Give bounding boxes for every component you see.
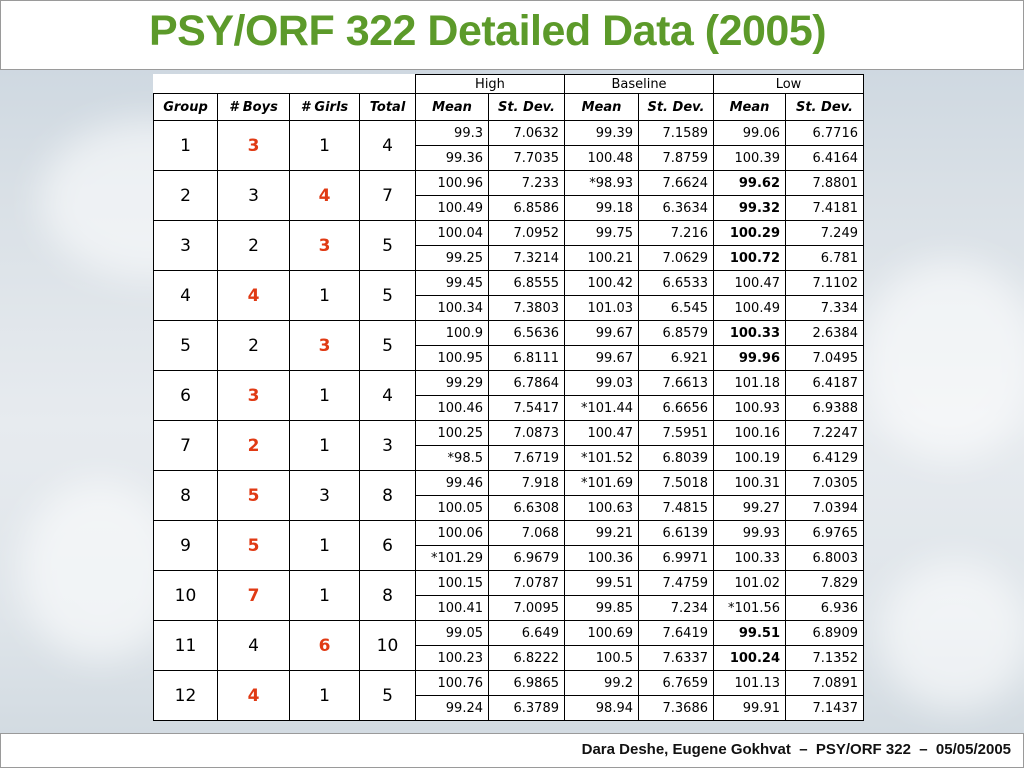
- boys-cell: 2: [218, 321, 290, 371]
- baseline-stdev-cell: 7.5951: [639, 421, 714, 446]
- table-row: [154, 121, 864, 146]
- low-stdev-cell: 6.9765: [786, 521, 864, 546]
- data-table: [153, 74, 864, 721]
- low-stdev-cell: 6.4187: [786, 371, 864, 396]
- title-bar: [0, 0, 1024, 70]
- high-mean-cell: 99.29: [416, 371, 489, 396]
- col-header-low-mean: Mean: [714, 94, 786, 121]
- girls-cell: 6: [290, 621, 360, 671]
- baseline-mean-cell: 99.67: [565, 346, 639, 371]
- group-cell: 3: [154, 221, 218, 271]
- group-header-low: Low: [714, 75, 864, 94]
- low-stdev-cell: 6.9388: [786, 396, 864, 421]
- total-cell: 5: [360, 221, 416, 271]
- high-stdev-cell: 7.0632: [489, 121, 565, 146]
- high-mean-cell: *101.29: [416, 546, 489, 571]
- baseline-mean-cell: 100.5: [565, 646, 639, 671]
- high-stdev-cell: 6.7864: [489, 371, 565, 396]
- low-stdev-cell: 6.781: [786, 246, 864, 271]
- boys-cell: 3: [218, 171, 290, 221]
- low-mean-cell: 101.13: [714, 671, 786, 696]
- girls-cell: 1: [290, 671, 360, 721]
- low-mean-cell: 99.51: [714, 621, 786, 646]
- table-row: [154, 671, 864, 696]
- high-stdev-cell: 6.8111: [489, 346, 565, 371]
- girls-cell: 1: [290, 421, 360, 471]
- boys-cell: 3: [218, 121, 290, 171]
- baseline-mean-cell: 99.39: [565, 121, 639, 146]
- baseline-mean-cell: 100.48: [565, 146, 639, 171]
- high-stdev-cell: 6.9679: [489, 546, 565, 571]
- low-stdev-cell: 7.2247: [786, 421, 864, 446]
- low-stdev-cell: 7.1437: [786, 696, 864, 721]
- high-mean-cell: 99.24: [416, 696, 489, 721]
- high-mean-cell: 99.45: [416, 271, 489, 296]
- baseline-mean-cell: 100.69: [565, 621, 639, 646]
- group-cell: 5: [154, 321, 218, 371]
- baseline-stdev-cell: 6.8579: [639, 321, 714, 346]
- baseline-stdev-cell: 7.6337: [639, 646, 714, 671]
- group-cell: 7: [154, 421, 218, 471]
- group-cell: 6: [154, 371, 218, 421]
- low-mean-cell: 100.24: [714, 646, 786, 671]
- boys-cell: 3: [218, 371, 290, 421]
- low-stdev-cell: 7.334: [786, 296, 864, 321]
- slide-title: PSY/ORF 322 Detailed Data (2005): [149, 7, 827, 55]
- col-header-baseline-stdev: St. Dev.: [639, 94, 714, 121]
- baseline-mean-cell: 101.03: [565, 296, 639, 321]
- low-mean-cell: 100.93: [714, 396, 786, 421]
- baseline-mean-cell: *101.44: [565, 396, 639, 421]
- group-cell: 10: [154, 571, 218, 621]
- low-stdev-cell: 6.7716: [786, 121, 864, 146]
- baseline-stdev-cell: 7.0629: [639, 246, 714, 271]
- baseline-stdev-cell: 7.6613: [639, 371, 714, 396]
- baseline-stdev-cell: 6.9971: [639, 546, 714, 571]
- baseline-stdev-cell: 6.921: [639, 346, 714, 371]
- low-mean-cell: 101.02: [714, 571, 786, 596]
- baseline-stdev-cell: 7.216: [639, 221, 714, 246]
- high-stdev-cell: 7.6719: [489, 446, 565, 471]
- col-header-group: Group: [154, 94, 218, 121]
- high-stdev-cell: 7.0873: [489, 421, 565, 446]
- girls-cell: 3: [290, 221, 360, 271]
- group-cell: 11: [154, 621, 218, 671]
- baseline-mean-cell: 99.51: [565, 571, 639, 596]
- total-cell: 3: [360, 421, 416, 471]
- low-stdev-cell: 6.8909: [786, 621, 864, 646]
- baseline-mean-cell: 99.03: [565, 371, 639, 396]
- high-mean-cell: 100.05: [416, 496, 489, 521]
- high-mean-cell: 99.3: [416, 121, 489, 146]
- low-stdev-cell: 7.8801: [786, 171, 864, 196]
- boys-cell: 4: [218, 621, 290, 671]
- high-stdev-cell: 6.5636: [489, 321, 565, 346]
- high-mean-cell: 100.04: [416, 221, 489, 246]
- high-stdev-cell: 6.8555: [489, 271, 565, 296]
- baseline-stdev-cell: 7.5018: [639, 471, 714, 496]
- low-mean-cell: 100.33: [714, 321, 786, 346]
- table-row: [154, 171, 864, 196]
- baseline-stdev-cell: 7.3686: [639, 696, 714, 721]
- low-stdev-cell: 7.1102: [786, 271, 864, 296]
- low-mean-cell: 100.33: [714, 546, 786, 571]
- total-cell: 6: [360, 521, 416, 571]
- low-mean-cell: 99.32: [714, 196, 786, 221]
- baseline-mean-cell: 100.42: [565, 271, 639, 296]
- high-mean-cell: 100.49: [416, 196, 489, 221]
- baseline-mean-cell: 99.75: [565, 221, 639, 246]
- high-mean-cell: 100.9: [416, 321, 489, 346]
- baseline-stdev-cell: 6.8039: [639, 446, 714, 471]
- boys-cell: 5: [218, 521, 290, 571]
- high-stdev-cell: 7.3214: [489, 246, 565, 271]
- high-stdev-cell: 7.0787: [489, 571, 565, 596]
- boys-cell: 2: [218, 421, 290, 471]
- boys-cell: 2: [218, 221, 290, 271]
- col-header-boys: # Boys: [218, 94, 290, 121]
- low-stdev-cell: 6.936: [786, 596, 864, 621]
- table-row: [154, 371, 864, 396]
- group-cell: 2: [154, 171, 218, 221]
- baseline-mean-cell: 99.67: [565, 321, 639, 346]
- girls-cell: 1: [290, 571, 360, 621]
- col-header-girls: # Girls: [290, 94, 360, 121]
- high-stdev-cell: 6.9865: [489, 671, 565, 696]
- baseline-mean-cell: 99.2: [565, 671, 639, 696]
- high-mean-cell: 99.05: [416, 621, 489, 646]
- high-stdev-cell: 7.5417: [489, 396, 565, 421]
- low-mean-cell: 99.91: [714, 696, 786, 721]
- high-mean-cell: 100.15: [416, 571, 489, 596]
- table-row: [154, 621, 864, 646]
- girls-cell: 1: [290, 521, 360, 571]
- baseline-mean-cell: 100.47: [565, 421, 639, 446]
- high-mean-cell: 100.41: [416, 596, 489, 621]
- blank-header-cell: [154, 75, 416, 94]
- col-header-high-stdev: St. Dev.: [489, 94, 565, 121]
- boys-cell: 4: [218, 671, 290, 721]
- col-header-low-stdev: St. Dev.: [786, 94, 864, 121]
- low-stdev-cell: 6.4164: [786, 146, 864, 171]
- high-mean-cell: 100.76: [416, 671, 489, 696]
- footer-text: Dara Deshe, Eugene Gokhvat – PSY/ORF 322 – 05/05/2005: [581, 741, 1011, 758]
- baseline-mean-cell: 98.94: [565, 696, 639, 721]
- total-cell: 4: [360, 121, 416, 171]
- boys-cell: 4: [218, 271, 290, 321]
- high-stdev-cell: 7.7035: [489, 146, 565, 171]
- total-cell: 8: [360, 471, 416, 521]
- total-cell: 5: [360, 271, 416, 321]
- high-mean-cell: 99.36: [416, 146, 489, 171]
- high-stdev-cell: 7.0952: [489, 221, 565, 246]
- high-stdev-cell: 7.918: [489, 471, 565, 496]
- baseline-mean-cell: 100.36: [565, 546, 639, 571]
- group-cell: 12: [154, 671, 218, 721]
- table-row: [154, 271, 864, 296]
- low-mean-cell: 99.93: [714, 521, 786, 546]
- baseline-mean-cell: 100.21: [565, 246, 639, 271]
- baseline-stdev-cell: 6.7659: [639, 671, 714, 696]
- baseline-mean-cell: 99.85: [565, 596, 639, 621]
- low-stdev-cell: 7.249: [786, 221, 864, 246]
- low-stdev-cell: 7.4181: [786, 196, 864, 221]
- low-mean-cell: 101.18: [714, 371, 786, 396]
- girls-cell: 1: [290, 371, 360, 421]
- low-stdev-cell: 7.0305: [786, 471, 864, 496]
- total-cell: 4: [360, 371, 416, 421]
- baseline-mean-cell: 100.63: [565, 496, 639, 521]
- low-mean-cell: 100.72: [714, 246, 786, 271]
- low-stdev-cell: 7.0495: [786, 346, 864, 371]
- group-cell: 1: [154, 121, 218, 171]
- high-mean-cell: 100.34: [416, 296, 489, 321]
- boys-cell: 7: [218, 571, 290, 621]
- baseline-stdev-cell: 6.6139: [639, 521, 714, 546]
- baseline-mean-cell: 99.21: [565, 521, 639, 546]
- low-mean-cell: 100.49: [714, 296, 786, 321]
- low-mean-cell: 99.96: [714, 346, 786, 371]
- total-cell: 5: [360, 321, 416, 371]
- high-mean-cell: 99.25: [416, 246, 489, 271]
- baseline-mean-cell: 99.18: [565, 196, 639, 221]
- total-cell: 7: [360, 171, 416, 221]
- high-stdev-cell: 6.6308: [489, 496, 565, 521]
- high-mean-cell: 100.95: [416, 346, 489, 371]
- baseline-mean-cell: *98.93: [565, 171, 639, 196]
- low-mean-cell: *101.56: [714, 596, 786, 621]
- girls-cell: 3: [290, 471, 360, 521]
- high-mean-cell: 100.96: [416, 171, 489, 196]
- baseline-mean-cell: *101.69: [565, 471, 639, 496]
- table-row: [154, 471, 864, 496]
- footer-bar: [0, 733, 1024, 768]
- col-header-total: Total: [360, 94, 416, 121]
- low-mean-cell: 99.27: [714, 496, 786, 521]
- baseline-stdev-cell: 7.4759: [639, 571, 714, 596]
- col-header-baseline-mean: Mean: [565, 94, 639, 121]
- high-stdev-cell: 7.3803: [489, 296, 565, 321]
- baseline-mean-cell: *101.52: [565, 446, 639, 471]
- table-row: [154, 321, 864, 346]
- low-mean-cell: 100.29: [714, 221, 786, 246]
- low-stdev-cell: 6.8003: [786, 546, 864, 571]
- high-stdev-cell: 6.649: [489, 621, 565, 646]
- low-stdev-cell: 7.1352: [786, 646, 864, 671]
- table-row: [154, 571, 864, 596]
- low-mean-cell: 100.16: [714, 421, 786, 446]
- baseline-stdev-cell: 7.1589: [639, 121, 714, 146]
- high-stdev-cell: 7.0095: [489, 596, 565, 621]
- low-stdev-cell: 2.6384: [786, 321, 864, 346]
- low-stdev-cell: 7.0394: [786, 496, 864, 521]
- girls-cell: 1: [290, 121, 360, 171]
- table-row: [154, 421, 864, 446]
- high-mean-cell: 100.46: [416, 396, 489, 421]
- baseline-stdev-cell: 6.545: [639, 296, 714, 321]
- group-header-high: High: [416, 75, 565, 94]
- table-row: [154, 521, 864, 546]
- baseline-stdev-cell: 7.4815: [639, 496, 714, 521]
- low-mean-cell: 100.39: [714, 146, 786, 171]
- high-mean-cell: 100.23: [416, 646, 489, 671]
- baseline-stdev-cell: 6.6656: [639, 396, 714, 421]
- baseline-stdev-cell: 7.234: [639, 596, 714, 621]
- low-mean-cell: 100.19: [714, 446, 786, 471]
- group-cell: 9: [154, 521, 218, 571]
- girls-cell: 1: [290, 271, 360, 321]
- low-stdev-cell: 7.829: [786, 571, 864, 596]
- baseline-stdev-cell: 7.6624: [639, 171, 714, 196]
- table-row: [154, 221, 864, 246]
- low-stdev-cell: 6.4129: [786, 446, 864, 471]
- high-stdev-cell: 6.8222: [489, 646, 565, 671]
- high-stdev-cell: 7.233: [489, 171, 565, 196]
- total-cell: 10: [360, 621, 416, 671]
- baseline-stdev-cell: 7.6419: [639, 621, 714, 646]
- total-cell: 5: [360, 671, 416, 721]
- high-stdev-cell: 6.8586: [489, 196, 565, 221]
- low-mean-cell: 100.47: [714, 271, 786, 296]
- low-mean-cell: 100.31: [714, 471, 786, 496]
- high-mean-cell: *98.5: [416, 446, 489, 471]
- high-mean-cell: 99.46: [416, 471, 489, 496]
- group-cell: 4: [154, 271, 218, 321]
- group-cell: 8: [154, 471, 218, 521]
- girls-cell: 3: [290, 321, 360, 371]
- group-header-baseline: Baseline: [565, 75, 714, 94]
- total-cell: 8: [360, 571, 416, 621]
- baseline-stdev-cell: 6.3634: [639, 196, 714, 221]
- low-mean-cell: 99.06: [714, 121, 786, 146]
- low-stdev-cell: 7.0891: [786, 671, 864, 696]
- high-stdev-cell: 6.3789: [489, 696, 565, 721]
- boys-cell: 5: [218, 471, 290, 521]
- baseline-stdev-cell: 6.6533: [639, 271, 714, 296]
- girls-cell: 4: [290, 171, 360, 221]
- baseline-stdev-cell: 7.8759: [639, 146, 714, 171]
- high-mean-cell: 100.25: [416, 421, 489, 446]
- low-mean-cell: 99.62: [714, 171, 786, 196]
- high-mean-cell: 100.06: [416, 521, 489, 546]
- high-stdev-cell: 7.068: [489, 521, 565, 546]
- col-header-high-mean: Mean: [416, 94, 489, 121]
